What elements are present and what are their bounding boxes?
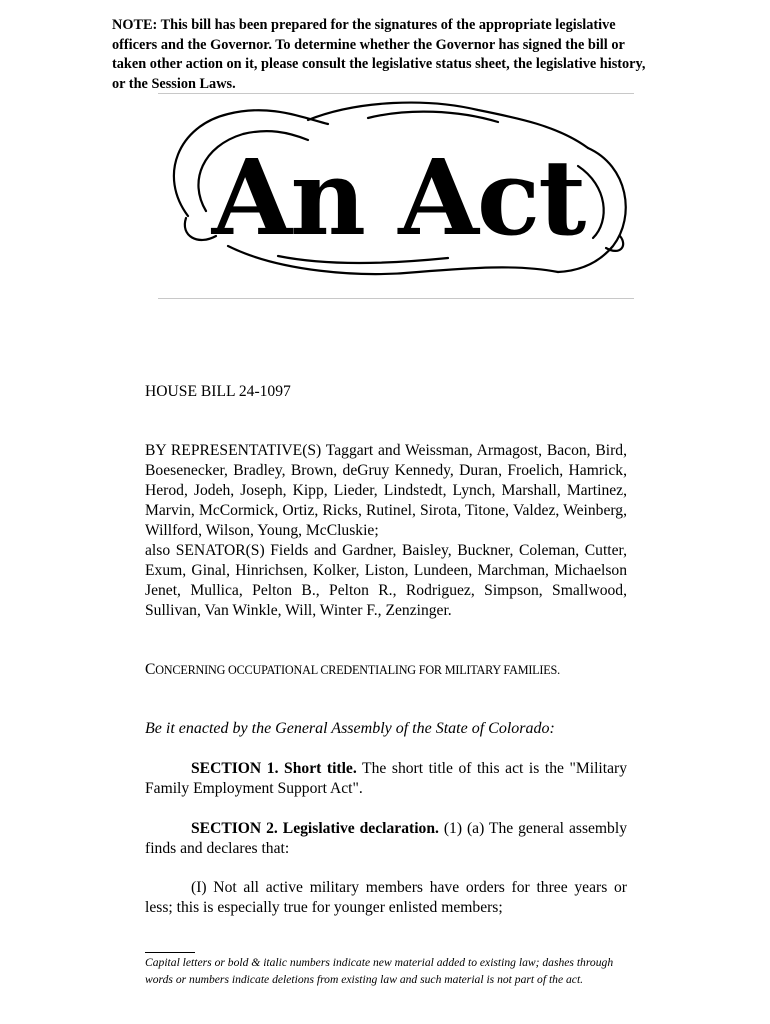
concerning-initial: C [145, 661, 156, 678]
status-note: NOTE: This bill has been prepared for the signatures of the appropriate legislative officers and the Governor. To determine whether the Governor has signed the bill or taken other action on it, please consult the legislative status sheet, the legislative history, or the Session Laws. [112, 17, 646, 92]
flourish-top-inner [368, 112, 498, 122]
section-2-title: Legislative declaration. [282, 820, 439, 837]
section-2-text: (1) (a) The general assembly finds and declares that: [145, 820, 627, 857]
section-2-heading: SECTION 2. [191, 820, 278, 837]
concerning-clause [145, 660, 627, 680]
sponsors-block [145, 441, 627, 621]
section-1-title: Short title. [284, 760, 357, 777]
seal-top-rule [158, 93, 634, 94]
bill-number: HOUSE BILL 24-1097 [145, 383, 291, 400]
enacting-clause: Be it enacted by the General Assembly of the State of Colorado: [145, 720, 555, 737]
footnote: Capital letters or bold & italic numbers indicate new material added to existing law; dashes through words or numbers indicate deletions from existing law and such material is not part of the act. [145, 956, 614, 986]
section-1-heading: SECTION 1. [191, 760, 279, 777]
concerning-text: ONCERNING OCCUPATIONAL CREDENTIALING FOR MILITARY FAMILIES. [155, 663, 560, 677]
seal-bottom-rule [158, 298, 634, 299]
footnote-rule [145, 952, 195, 953]
representatives-list: BY REPRESENTATIVE(S) Taggart and Weissman, Armagost, Bacon, Bird, Boesenecker, Bradley, Brown, deGruy Kennedy, Duran, Froelich, Hamrick, Herod, Jodeh, Joseph, Kipp, Lieder, Lindstedt, Lynch, Marshall, Martinez, Marvin, McCormick, Ortiz, Ricks, Rutinel, Sirota, Titone, Valdez, Weinberg, Willford, Wilson, Young, McCluskie; [145, 442, 627, 539]
an-act-seal [158, 96, 638, 296]
section-1-text: The short title of this act is the "Military Family Employment Support Act". [145, 760, 627, 797]
senators-list: also SENATOR(S) Fields and Gardner, Baisley, Buckner, Coleman, Cutter, Exum, Ginal, Hinrichsen, Kolker, Liston, Lundeen, Marchman, Michaelson Jenet, Mullica, Pelton B., Pelton R., Rodriguez, Simpson, Smallwood, Sullivan, Van Winkle, Will, Winter F., Zenzinger. [145, 542, 627, 619]
paragraph-i [145, 878, 627, 918]
section-2 [145, 819, 627, 859]
paragraph-i-text: (I) Not all active military members have orders for three years or less; this is especially true for younger enlisted members; [145, 879, 627, 916]
section-1 [145, 759, 627, 799]
seal-text: An Act [211, 136, 585, 259]
